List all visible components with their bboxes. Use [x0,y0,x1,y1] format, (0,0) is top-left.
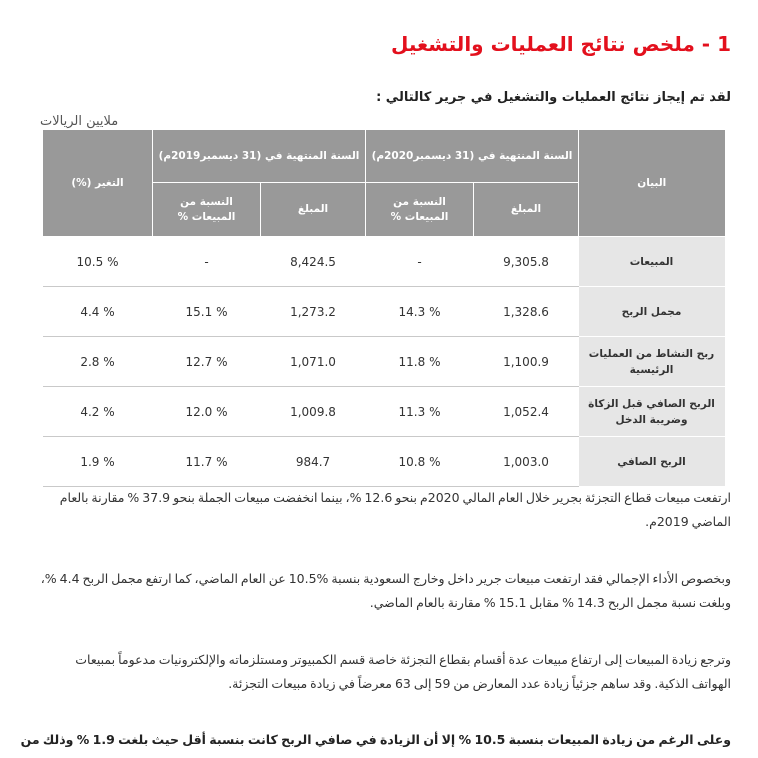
amount-2020: 1,003.0 [474,437,579,487]
pct-2019: 11.7 % [153,437,261,487]
table-row [43,237,725,287]
pct-2019: 12.0 % [153,387,261,437]
row-label: مجمل الربح [579,287,725,337]
amount-2019: 1,009.8 [261,387,366,437]
pct-2020: 10.8 % [366,437,474,487]
pct-2020: 14.3 % [366,287,474,337]
paragraph-overall-performance: وبخصوص الأداء الإجمالي فقد ارتفعت مبيعات جرير داخل وخارج السعودية بنسبة %10.5 عن العام الماضي، كما ارتفع مجمل الربح 4.4 %، وبلغت نسبة مجمل الربح 14.3 % مقابل 15.1 % مقارنة بالعام الماضي. [40,571,731,610]
pct-2019: - [153,237,261,287]
row-label: ربح النشاط من العمليات الرئيسية [579,337,725,387]
header-pct-2019: النسبة من المبيعات % [153,183,261,237]
pct-2020: 11.8 % [366,337,474,387]
section-title: 1 - ملخص نتائج العمليات والتشغيل [390,32,731,56]
header-change: التغير (%) [43,130,153,237]
amount-2019: 1,273.2 [261,287,366,337]
header-item: البيان [579,130,725,237]
table-row [43,337,725,387]
change-value: 2.8 % [43,337,153,387]
header-pct-2020: النسبة من المبيعات % [366,183,474,237]
paragraph-net-profit: وعلى الرغم من زيادة المبيعات بنسبة 10.5 % إلا أن الزيادة في صافي الربح كانت بنسبة أقل حيث بلغت 1.9 % وذلك من [20,732,731,747]
amount-2019: 984.7 [261,437,366,487]
paragraph-retail-sales: ارتفعت مبيعات قطاع التجزئة بجرير خلال العام المالي 2020م بنحو 12.6 %، بينما انخفضت مبيعات الجملة بنحو 37.9 % مقارنة بالعام الماضي 2019م. [59,490,731,529]
table-header-row [43,130,725,183]
row-label: المبيعات [579,237,725,287]
section-intro: لقد تم إيجاز نتائج العمليات والتشغيل في جرير كالتالي : [376,90,731,105]
amount-2020: 1,328.6 [474,287,579,337]
change-value: 4.2 % [43,387,153,437]
amount-2019: 1,071.0 [261,337,366,387]
header-amount-2020: المبلغ [474,183,579,237]
header-year-2020: السنة المنتهية في (31 ديسمبر2020م) [366,130,579,183]
pct-2020: 11.3 % [366,387,474,437]
amount-2020: 1,052.4 [474,387,579,437]
row-label: الربح الصافي قبل الزكاة وضريبة الدخل [579,387,725,437]
header-year-2019: السنة المنتهية في (31 ديسمبر2019م) [153,130,366,183]
results-table [42,130,725,487]
table-row [43,387,725,437]
change-value: 1.9 % [43,437,153,487]
unit-label: ملايين الريالات [40,114,119,129]
row-label: الربح الصافي [579,437,725,487]
amount-2020: 1,100.9 [474,337,579,387]
change-value: 4.4 % [43,287,153,337]
paragraph-sales-drivers: وترجع زيادة المبيعات إلى ارتفاع مبيعات عدة أقسام بقطاع التجزئة خاصة قسم الكمبيوتر ومستلزماته والإلكترونيات مدعوماً بمبيعات الهواتف الذكية. وقد ساهم جزئياً زيادة عدد المعارض من 59 إلى 63 معرضاً في زيادة مبيعات التجزئة. [75,652,731,691]
table-row [43,287,725,337]
header-amount-2019: المبلغ [261,183,366,237]
change-value: 10.5 % [43,237,153,287]
pct-2019: 15.1 % [153,287,261,337]
pct-2019: 12.7 % [153,337,261,387]
table-row [43,437,725,487]
pct-2020: - [366,237,474,287]
amount-2020: 9,305.8 [474,237,579,287]
amount-2019: 8,424.5 [261,237,366,287]
